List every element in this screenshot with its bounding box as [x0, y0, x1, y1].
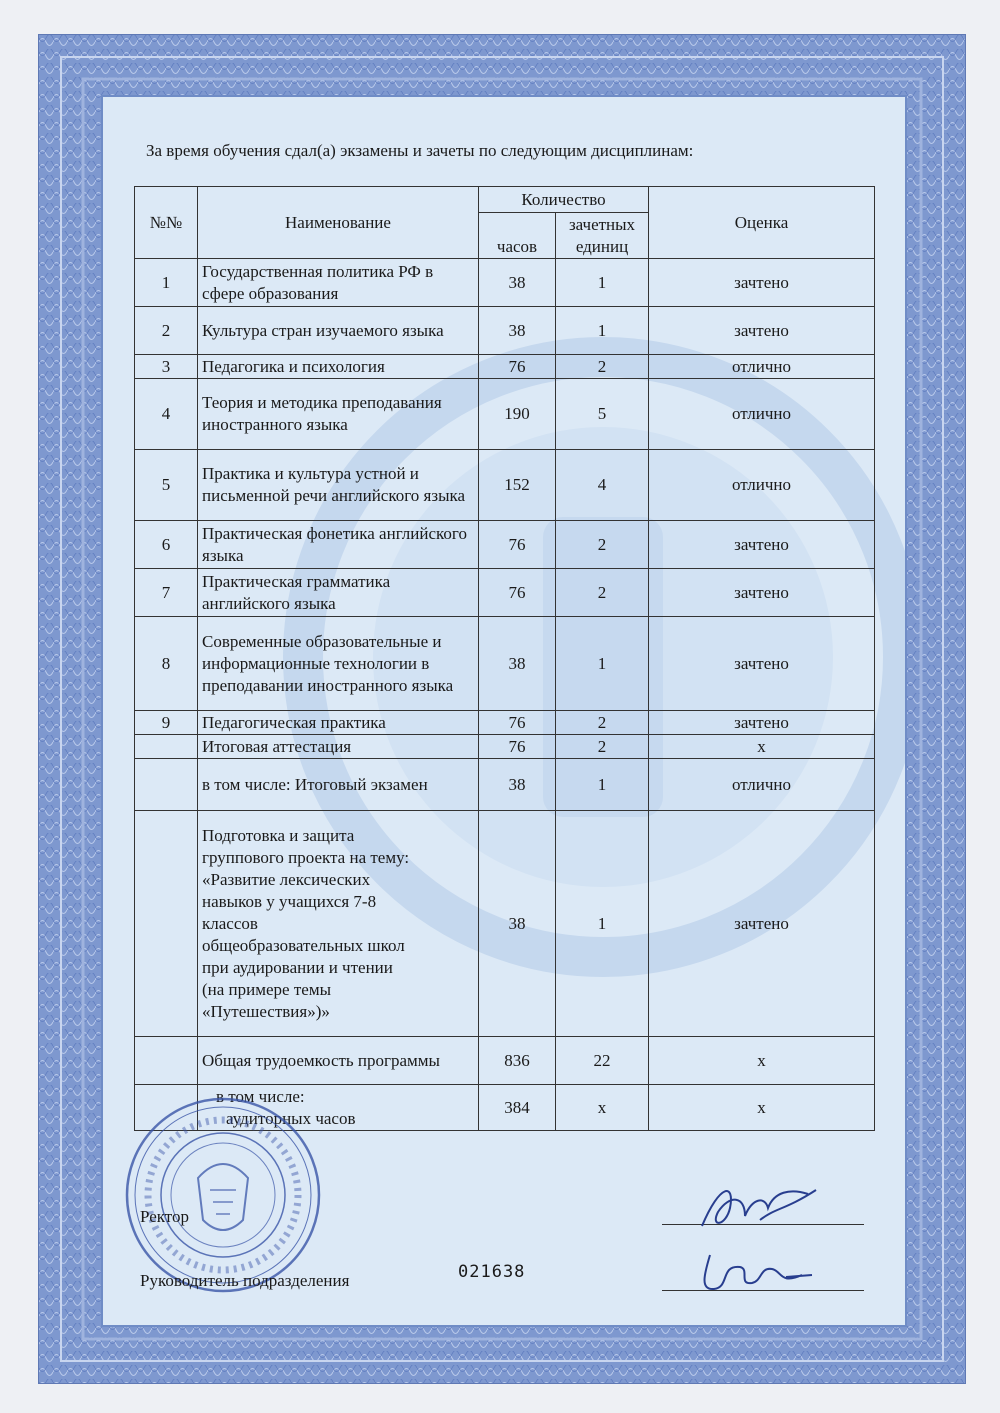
row-hours: 152 [479, 450, 556, 521]
header-hours: часов [479, 213, 556, 259]
classroom-hours-label: в том числе: аудиторных часов [198, 1085, 479, 1131]
classroom-credits-value: x [556, 1085, 649, 1131]
row-grade: отлично [649, 379, 875, 450]
final-exam-grade: отлично [649, 759, 875, 811]
row-discipline: Практика и культура устной и письменной речи английского языка [198, 450, 479, 521]
project-credits: 1 [556, 811, 649, 1037]
row-hours: 38 [479, 259, 556, 307]
row-discipline: Педагогическая практика [198, 711, 479, 735]
row-discipline: Практическая грамматика английского языка [198, 569, 479, 617]
header-grade: Оценка [649, 187, 875, 259]
row-number: 2 [135, 307, 198, 355]
final-exam-row [135, 759, 875, 811]
row-hours: 76 [479, 711, 556, 735]
row-grade: зачтено [649, 521, 875, 569]
classroom-grade-value: x [649, 1085, 875, 1131]
row-grade: зачтено [649, 569, 875, 617]
final-attestation-row [135, 735, 875, 759]
project-title: Подготовка и защита группового проекта на тему: «Развитие лексических навыков у учащихся 7-8 классов общеобразовательных школ при аудировании и чтении (на примере темы «Путешествия»)» [198, 811, 479, 1037]
table-row [135, 259, 875, 307]
row-hours: 76 [479, 569, 556, 617]
row-grade: отлично [649, 450, 875, 521]
row-credits: 2 [556, 569, 649, 617]
total-row [135, 1037, 875, 1085]
row-number: 8 [135, 617, 198, 711]
final-exam-credits: 1 [556, 759, 649, 811]
row-hours: 76 [479, 521, 556, 569]
final-exam-label: в том числе: Итоговый экзамен [198, 759, 479, 811]
rector-signature [690, 1178, 830, 1238]
final-attestation-grade: x [649, 735, 875, 759]
row-grade: зачтено [649, 617, 875, 711]
head-of-department-label: Руководитель подразделения [140, 1271, 350, 1290]
row-number: 3 [135, 355, 198, 379]
row-hours: 38 [479, 307, 556, 355]
header-credits: зачетных единиц [556, 213, 649, 259]
row-discipline: Педагогика и психология [198, 355, 479, 379]
row-credits: 2 [556, 521, 649, 569]
table-row [135, 450, 875, 521]
header-name: Наименование [198, 187, 479, 259]
row-credits: 2 [556, 711, 649, 735]
project-grade: зачтено [649, 811, 875, 1037]
project-hours: 38 [479, 811, 556, 1037]
table-row [135, 355, 875, 379]
total-credits: 22 [556, 1037, 649, 1085]
classroom-hours-value: 384 [479, 1085, 556, 1131]
rector-label: Ректор [140, 1207, 190, 1226]
project-row [135, 811, 875, 1037]
row-discipline: Теория и методика преподавания иностранного языка [198, 379, 479, 450]
header-quantity: Количество [479, 187, 649, 213]
row-credits: 1 [556, 307, 649, 355]
row-credits: 1 [556, 617, 649, 711]
row-credits: 4 [556, 450, 649, 521]
row-grade: отлично [649, 355, 875, 379]
total-hours: 836 [479, 1037, 556, 1085]
row-discipline: Государственная политика РФ в сфере образования [198, 259, 479, 307]
row-credits: 5 [556, 379, 649, 450]
row-credits: 1 [556, 259, 649, 307]
header-number: №№ [135, 187, 198, 259]
row-discipline: Практическая фонетика английского языка [198, 521, 479, 569]
table-row [135, 617, 875, 711]
row-credits: 2 [556, 355, 649, 379]
row-hours: 190 [479, 379, 556, 450]
row-number: 1 [135, 259, 198, 307]
total-grade: x [649, 1037, 875, 1085]
row-number: 6 [135, 521, 198, 569]
row-discipline: Культура стран изучаемого языка [198, 307, 479, 355]
row-grade: зачтено [649, 259, 875, 307]
intro-text: За время обучения сдал(а) экзамены и зачеты по следующим дисциплинам: [146, 141, 694, 160]
final-attestation-credits: 2 [556, 735, 649, 759]
table-row [135, 307, 875, 355]
head-signature [690, 1245, 830, 1300]
row-hours: 76 [479, 355, 556, 379]
final-attestation-label: Итоговая аттестация [198, 735, 479, 759]
grades-table [134, 186, 875, 1131]
table-row [135, 711, 875, 735]
row-hours: 38 [479, 617, 556, 711]
final-attestation-hours: 76 [479, 735, 556, 759]
total-label: Общая трудоемкость программы [198, 1037, 479, 1085]
row-number: 4 [135, 379, 198, 450]
serial-number: 021638 [458, 1262, 526, 1282]
table-row [135, 521, 875, 569]
row-number: 9 [135, 711, 198, 735]
row-discipline: Современные образовательные и информационные технологии в преподавании иностранного языка [198, 617, 479, 711]
row-number: 7 [135, 569, 198, 617]
official-seal [118, 1090, 328, 1300]
row-number: 5 [135, 450, 198, 521]
final-exam-hours: 38 [479, 759, 556, 811]
table-row [135, 379, 875, 450]
row-grade: зачтено [649, 307, 875, 355]
table-row [135, 569, 875, 617]
row-grade: зачтено [649, 711, 875, 735]
